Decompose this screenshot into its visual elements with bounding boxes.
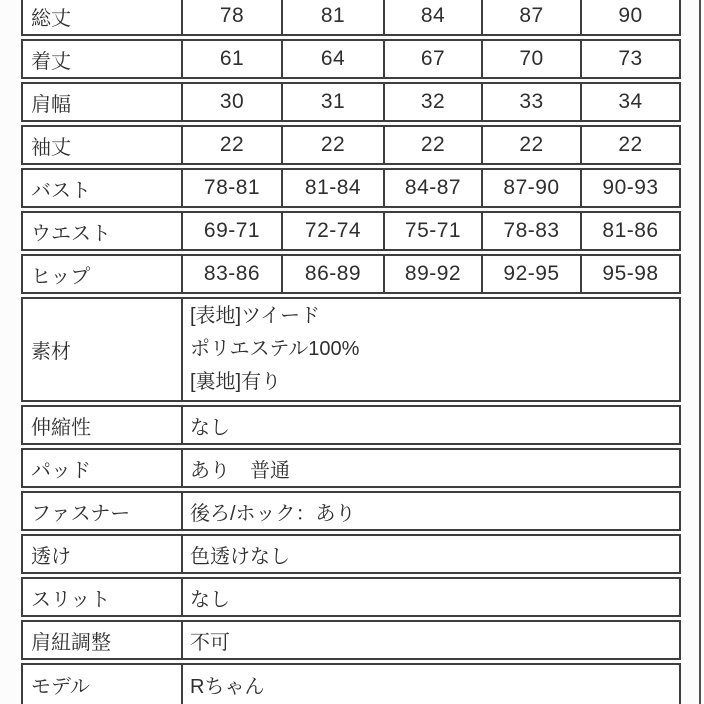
table-cell: 84	[385, 0, 483, 36]
table-row-waist	[21, 211, 681, 251]
table-row-material	[21, 297, 681, 402]
row-label: 素材	[21, 297, 183, 402]
row-label: スリット	[21, 577, 183, 617]
table-row-sheerness	[21, 534, 681, 574]
table-cell: 81	[283, 0, 385, 36]
table-cell: なし	[183, 405, 681, 445]
table-cell: あり 普通	[183, 448, 681, 488]
table-cell: 83-86	[183, 254, 283, 294]
table-cell: 34	[582, 82, 681, 122]
table-cell-material	[183, 297, 681, 402]
table-cell: 33	[483, 82, 582, 122]
material-line: [裏地]有り	[190, 371, 282, 393]
table-cell: なし	[183, 577, 681, 617]
table-row-strap-adjust	[21, 620, 681, 660]
table-cell: 22	[283, 125, 385, 165]
table-row-model	[21, 663, 681, 704]
row-label: パッド	[21, 448, 183, 488]
table-cell: Rちゃん	[183, 663, 681, 704]
table-cell: 30	[183, 82, 283, 122]
table-cell: 22	[582, 125, 681, 165]
table-row-pad	[21, 448, 681, 488]
table-cell: 90-93	[582, 168, 681, 208]
table-cell: 色透けなし	[183, 534, 681, 574]
table-row-souke	[21, 0, 681, 36]
table-cell: 78-81	[183, 168, 283, 208]
table-cell: 81-84	[283, 168, 385, 208]
table-cell: 89-92	[385, 254, 483, 294]
row-label: 肩紐調整	[21, 620, 183, 660]
table-cell: 後ろ/ホック：あり	[183, 491, 681, 531]
table-cell: 22	[385, 125, 483, 165]
table-cell: 67	[385, 39, 483, 79]
row-label: 袖丈	[21, 125, 183, 165]
table-row-fastener	[21, 491, 681, 531]
table-cell: 90	[582, 0, 681, 36]
table-cell: 61	[183, 39, 283, 79]
table-row-kitake	[21, 39, 681, 79]
table-row-sodetake	[21, 125, 681, 165]
table-cell: 78	[183, 0, 283, 36]
row-label: 透け	[21, 534, 183, 574]
material-line: ポリエステル100%	[190, 338, 360, 360]
row-label: 伸縮性	[21, 405, 183, 445]
table-cell: 78-83	[483, 211, 582, 251]
table-cell: 70	[483, 39, 582, 79]
table-row-slit	[21, 577, 681, 617]
table-row-bust	[21, 168, 681, 208]
table-cell: 75-71	[385, 211, 483, 251]
table-row-stretch	[21, 405, 681, 445]
row-label: 総丈	[21, 0, 183, 36]
table-cell: 32	[385, 82, 483, 122]
table-cell: 73	[582, 39, 681, 79]
table-cell: 31	[283, 82, 385, 122]
row-label: 着丈	[21, 39, 183, 79]
table-cell: 22	[483, 125, 582, 165]
row-label: ウエスト	[21, 211, 183, 251]
material-line: [表地]ツイード	[190, 305, 321, 327]
table-cell: 87	[483, 0, 582, 36]
table-cell: 84-87	[385, 168, 483, 208]
table-cell: 95-98	[582, 254, 681, 294]
table-cell: 72-74	[283, 211, 385, 251]
table-cell: 69-71	[183, 211, 283, 251]
table-cell: 92-95	[483, 254, 582, 294]
row-label: バスト	[21, 168, 183, 208]
table-cell: 87-90	[483, 168, 582, 208]
row-label: ファスナー	[21, 491, 183, 531]
table-cell: 86-89	[283, 254, 385, 294]
page-edge-line	[699, 0, 701, 704]
row-label: 肩幅	[21, 82, 183, 122]
row-label: ヒップ	[21, 254, 183, 294]
table-row-hip	[21, 254, 681, 294]
table-cell: 不可	[183, 620, 681, 660]
table-row-katahaba	[21, 82, 681, 122]
table-cell: 81-86	[582, 211, 681, 251]
table-cell: 22	[183, 125, 283, 165]
size-chart-table	[21, 0, 681, 704]
row-label: モデル	[21, 663, 183, 704]
table-cell: 64	[283, 39, 385, 79]
